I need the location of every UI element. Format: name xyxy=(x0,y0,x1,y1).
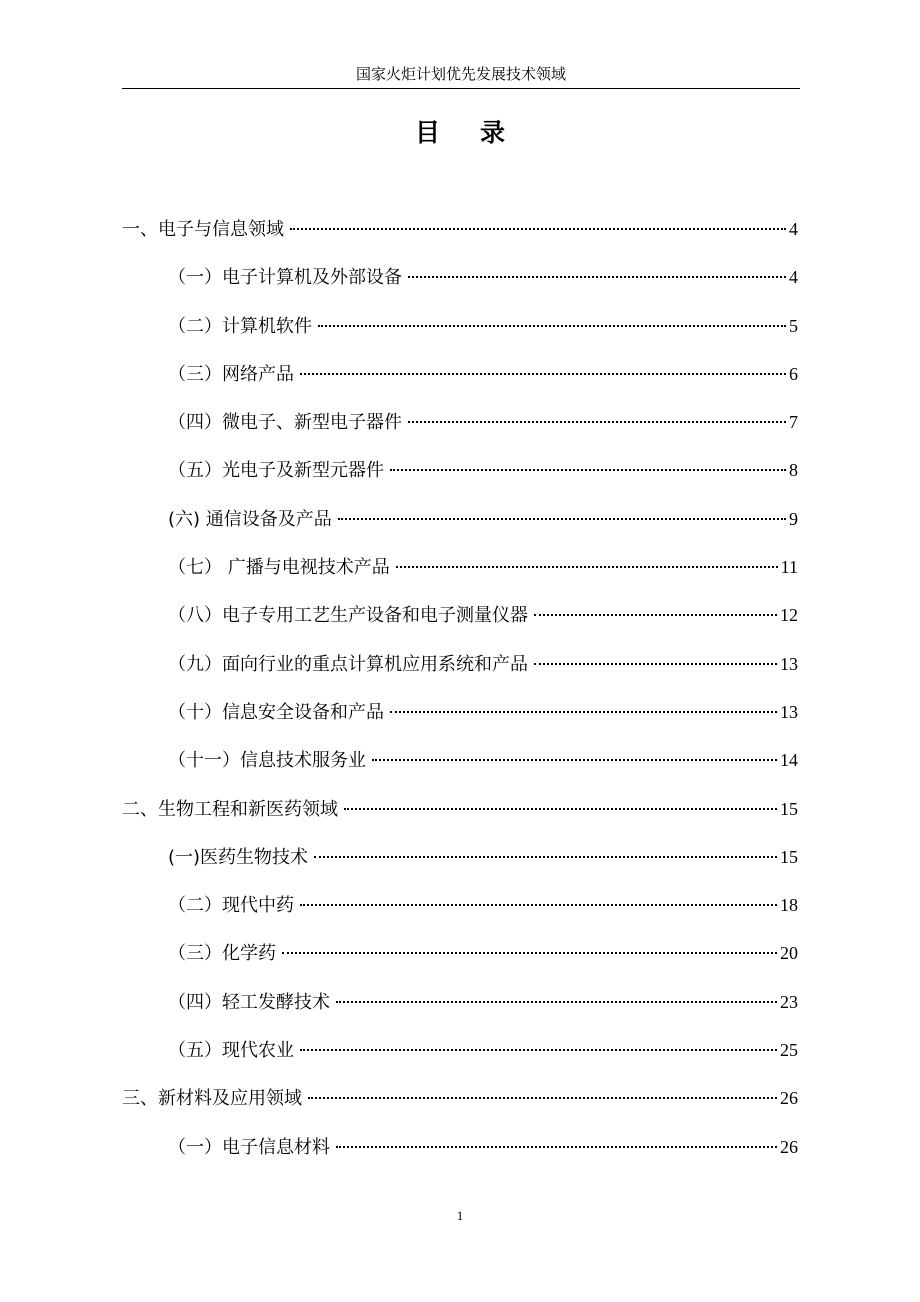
toc-entry-1-2[interactable] xyxy=(122,306,798,354)
toc-entry-page: 13 xyxy=(780,701,798,722)
toc-entry-page: 7 xyxy=(789,412,798,433)
toc-entry-3-1[interactable] xyxy=(122,1127,798,1175)
toc-entry-page: 26 xyxy=(780,1088,798,1109)
toc-entry-page: 15 xyxy=(780,798,798,819)
toc-entry-label: （三）化学药 xyxy=(168,943,276,965)
toc-entry-1-7[interactable] xyxy=(122,547,798,595)
dot-leader xyxy=(336,1146,777,1148)
toc-entry-page: 4 xyxy=(789,267,798,288)
toc-entry-page: 14 xyxy=(780,750,798,771)
dot-leader xyxy=(336,1001,777,1003)
toc-entry-1-9[interactable] xyxy=(122,644,798,692)
toc-entry-label: （二）现代中药 xyxy=(168,895,294,917)
toc-entry-2[interactable] xyxy=(122,789,798,837)
table-of-contents xyxy=(122,209,798,1175)
toc-entry-1-8[interactable] xyxy=(122,595,798,643)
dot-leader xyxy=(408,276,786,278)
toc-entry-label: 三、新材料及应用领域 xyxy=(122,1088,302,1110)
dot-leader xyxy=(314,856,777,858)
dot-leader xyxy=(534,614,777,616)
dot-leader xyxy=(390,711,777,713)
page-number: 1 xyxy=(456,1208,464,1223)
toc-entry-label: （四）轻工发酵技术 xyxy=(168,991,330,1013)
dot-leader xyxy=(300,904,777,906)
toc-entry-1-5[interactable] xyxy=(122,450,798,498)
toc-entry-label: （三）网络产品 xyxy=(168,363,294,385)
toc-entry-label: （十）信息安全设备和产品 xyxy=(168,701,384,723)
toc-entry-page: 15 xyxy=(780,846,798,867)
toc-entry-page: 5 xyxy=(789,315,798,336)
toc-entry-1-11[interactable] xyxy=(122,740,798,788)
dot-leader xyxy=(408,421,786,423)
toc-entry-page: 18 xyxy=(780,895,798,916)
toc-entry-label: 二、生物工程和新医药领域 xyxy=(122,798,338,820)
toc-entry-label: （四）微电子、新型电子器件 xyxy=(168,412,402,434)
toc-entry-page: 12 xyxy=(780,605,798,626)
toc-entry-label: (一)医药生物技术 xyxy=(168,846,309,868)
toc-entry-page: 6 xyxy=(789,363,798,384)
toc-entry-page: 4 xyxy=(789,219,798,239)
toc-entry-label: （一）电子计算机及外部设备 xyxy=(168,267,402,289)
toc-entry-1-1[interactable] xyxy=(122,257,798,305)
toc-entry-label: (六) 通信设备及产品 xyxy=(168,508,332,530)
toc-entry-2-3[interactable] xyxy=(122,933,798,981)
toc-entry-page: 13 xyxy=(780,653,798,674)
dot-leader xyxy=(344,808,777,810)
dot-leader xyxy=(396,566,778,568)
toc-entry-label: （十一）信息技术服务业 xyxy=(168,750,366,772)
toc-entry-page: 26 xyxy=(780,1136,798,1157)
toc-entry-label: （八）电子专用工艺生产设备和电子测量仪器 xyxy=(168,605,528,627)
toc-entry-label: （九）面向行业的重点计算机应用系统和产品 xyxy=(168,653,528,675)
header-rule xyxy=(122,88,800,89)
toc-entry-label: 一、电子与信息领域 xyxy=(122,219,284,240)
running-header: 国家火炬计划优先发展技术领域 xyxy=(355,65,566,83)
toc-entry-page: 8 xyxy=(789,460,798,481)
toc-entry-page: 20 xyxy=(780,943,798,964)
dot-leader xyxy=(372,759,777,761)
toc-entry-2-1[interactable] xyxy=(122,837,798,885)
toc-entry-page: 11 xyxy=(780,557,798,578)
toc-entry-3[interactable] xyxy=(122,1078,798,1126)
toc-entry-label: （五）现代农业 xyxy=(168,1040,294,1062)
toc-entry-1-4[interactable] xyxy=(122,402,798,450)
toc-entry-label: （五）光电子及新型元器件 xyxy=(168,460,384,482)
dot-leader xyxy=(300,1049,777,1051)
dot-leader xyxy=(282,952,777,954)
toc-entry-1-10[interactable] xyxy=(122,692,798,740)
toc-entry-1[interactable] xyxy=(122,209,798,257)
toc-entry-page: 23 xyxy=(780,991,798,1012)
dot-leader xyxy=(338,518,786,520)
page-title: 目录 xyxy=(414,118,545,147)
dot-leader xyxy=(318,325,786,327)
dot-leader xyxy=(300,373,786,375)
toc-entry-1-6[interactable] xyxy=(122,499,798,547)
toc-entry-1-3[interactable] xyxy=(122,354,798,402)
toc-entry-label: （二）计算机软件 xyxy=(168,315,312,337)
toc-entry-page: 9 xyxy=(789,508,798,529)
toc-entry-2-4[interactable] xyxy=(122,982,798,1030)
dot-leader xyxy=(290,228,786,230)
toc-entry-label: （七） 广播与电视技术产品 xyxy=(168,557,390,579)
dot-leader xyxy=(308,1097,777,1099)
dot-leader xyxy=(534,663,777,665)
dot-leader xyxy=(390,469,786,471)
toc-entry-page: 25 xyxy=(780,1040,798,1061)
toc-entry-2-5[interactable] xyxy=(122,1030,798,1078)
toc-entry-2-2[interactable] xyxy=(122,885,798,933)
toc-entry-label: （一）电子信息材料 xyxy=(168,1136,330,1158)
